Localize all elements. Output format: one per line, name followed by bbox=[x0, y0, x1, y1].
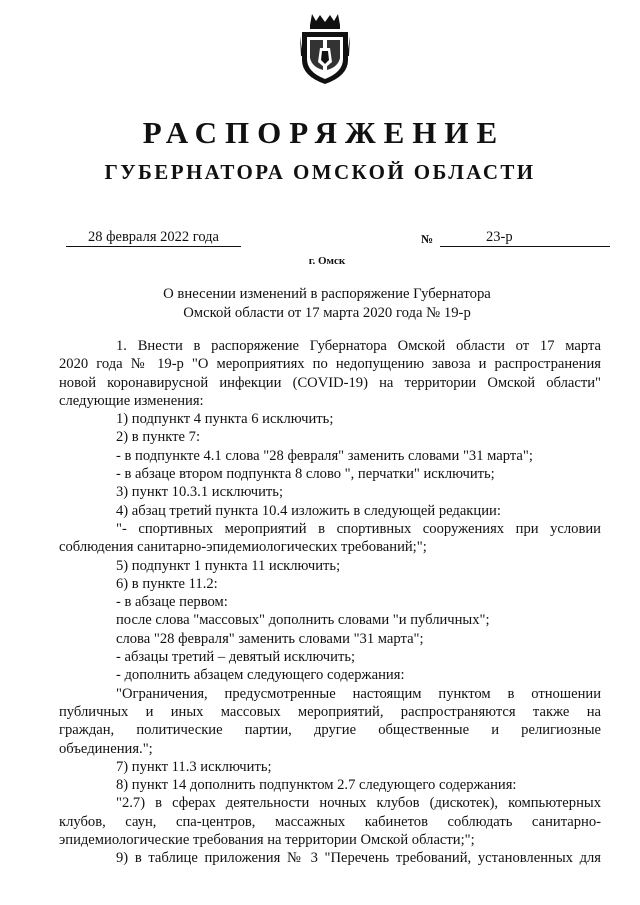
subject-line-1: О внесении изменений в распоряжение Губернатора bbox=[163, 286, 491, 302]
subject-line-2: Омской области от 17 марта 2020 года № 19-р bbox=[183, 304, 471, 321]
list-item: 4) абзац третий пункта 10.4 изложить в следующей редакции: bbox=[116, 502, 501, 519]
list-item: 7) пункт 11.3 исключить; bbox=[116, 758, 272, 775]
number-sign: № bbox=[421, 232, 434, 246]
document-body bbox=[59, 337, 601, 868]
quoted-line: клубов, саун, спа-центров, массажных кабинетов соблюдать санитарно- bbox=[59, 813, 601, 830]
document-subject bbox=[0, 285, 640, 322]
quoted-line: публичных и иных массовых мероприятий, распространяются также на bbox=[59, 703, 601, 720]
quoted-line: эпидемиологические требования на территории Омской области;"; bbox=[59, 832, 475, 849]
list-item: 3) пункт 10.3.1 исключить; bbox=[116, 484, 284, 501]
document-type-title: РАСПОРЯЖЕНИЕ bbox=[142, 115, 506, 150]
quoted-line: объединения."; bbox=[59, 740, 153, 757]
list-item: 2) в пункте 7: bbox=[116, 429, 201, 446]
list-item: 1) подпункт 4 пункта 6 исключить; bbox=[116, 411, 334, 428]
list-item: 6) в пункте 11.2: bbox=[116, 575, 218, 592]
quoted-line: соблюдения санитарно-эпидемиологических требований;"; bbox=[59, 539, 427, 556]
quoted-line: "Ограничения, предусмотренные настоящим пунктом в отношении bbox=[116, 685, 601, 702]
list-item: - дополнить абзацем следующего содержания: bbox=[116, 667, 405, 684]
list-item: - в абзаце первом: bbox=[116, 594, 228, 611]
document-number: 23-р bbox=[486, 229, 513, 245]
list-item: 5) подпункт 1 пункта 11 исключить; bbox=[116, 557, 341, 574]
body-line: 1. Внести в распоряжение Губернатора Омской области от 17 марта bbox=[116, 338, 601, 354]
list-item: 8) пункт 14 дополнить подпунктом 2.7 следующего содержания: bbox=[116, 777, 517, 794]
document-issuer: ГУБЕРНАТОРА ОМСКОЙ ОБЛАСТИ bbox=[104, 160, 536, 184]
body-line: 2020 года № 19-р "О мероприятиях по недопущению завоза и распространения bbox=[59, 356, 601, 373]
quoted-line: "- спортивных мероприятий в спортивных сооружениях при условии bbox=[116, 520, 601, 537]
list-item: - абзацы третий – девятый исключить; bbox=[116, 649, 356, 666]
quoted-line: "2.7) в сферах деятельности ночных клубов (дискотек), компьютерных bbox=[116, 795, 601, 812]
body-line: новой коронавирусной инфекции (COVID-19) на территории Омской области" bbox=[59, 374, 601, 391]
list-item: после слова "массовых" дополнить словами "и публичных"; bbox=[116, 612, 490, 629]
body-line: следующие изменения: bbox=[59, 392, 204, 409]
omsk-region-coat-of-arms-icon bbox=[298, 12, 352, 86]
list-item: - в подпункте 4.1 слова "28 февраля" заменить словами "31 марта"; bbox=[116, 447, 533, 464]
list-item: - в абзаце втором подпункта 8 слово ", перчатки" исключить; bbox=[116, 466, 495, 483]
list-item: слова "28 февраля" заменить словами "31 марта"; bbox=[116, 630, 424, 647]
list-item: 9) в таблице приложения № 3 "Перечень требований, установленных для bbox=[116, 850, 601, 867]
document-date: 28 февраля 2022 года bbox=[66, 229, 241, 247]
document-city: г. Омск bbox=[308, 255, 346, 267]
document-number-field bbox=[440, 229, 610, 247]
quoted-line: граждан, политические партии, другие общественные и религиозные bbox=[59, 722, 601, 739]
